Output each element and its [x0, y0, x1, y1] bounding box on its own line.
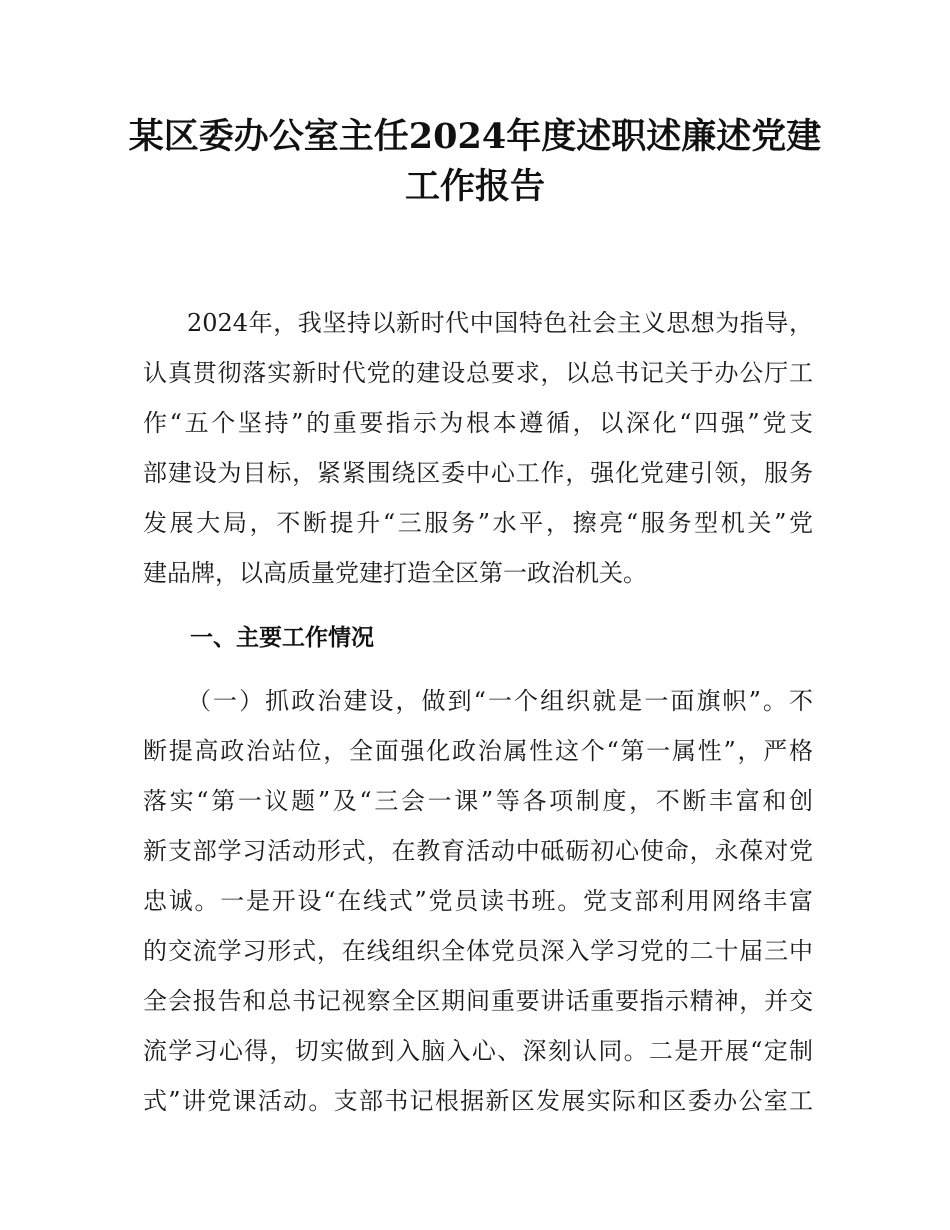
title-line-2: 工作报告 — [404, 166, 545, 207]
section-heading: 一、主要工作情况 — [190, 625, 374, 651]
document-title — [110, 112, 840, 212]
section-line: 断提高政治站位，全面强化政治属性这个“第一属性”，严格 — [143, 737, 813, 765]
section-line: 忠诚。一是开设“在线式”党员读书班。党支部利用网络丰富 — [143, 887, 813, 915]
section-line: 全会报告和总书记视察全区期间重要讲话重要指示精神，并交 — [143, 987, 813, 1015]
section-line: 的交流学习形式，在线组织全体党员深入学习党的二十届三中 — [143, 937, 813, 965]
section-line: 式”讲党课活动。支部书记根据新区发展实际和区委办公室工 — [143, 1087, 813, 1115]
intro-line: 认真贯彻落实新时代党的建设总要求，以总书记关于办公厅工 — [143, 359, 813, 387]
section-paragraph — [143, 676, 813, 1126]
section-line: 落实“第一议题”及“三会一课”等各项制度，不断丰富和创 — [143, 787, 813, 815]
intro-line: 部建设为目标，紧紧围绕区委中心工作，强化党建引领，服务 — [143, 459, 813, 487]
intro-line: 2024年，我坚持以新时代中国特色社会主义思想为指导， — [187, 309, 813, 337]
intro-line: 建品牌，以高质量党建打造全区第一政治机关。 — [143, 559, 647, 587]
section-line: 新支部学习活动形式，在教育活动中砥砺初心使命，永葆对党 — [143, 837, 813, 865]
section-line: （一）抓政治建设，做到“一个组织就是一面旗帜”。不 — [187, 687, 813, 715]
intro-paragraph — [143, 298, 813, 598]
title-line-1: 某区委办公室主任2024年度述职述廉述党建 — [128, 116, 822, 157]
intro-line: 作“五个坚持”的重要指示为根本遵循，以深化“四强”党支 — [143, 409, 813, 437]
section-line: 流学习心得，切实做到入脑入心、深刻认同。二是开展“定制 — [143, 1037, 813, 1065]
intro-line: 发展大局，不断提升“三服务”水平，擦亮“服务型机关”党 — [143, 509, 813, 537]
